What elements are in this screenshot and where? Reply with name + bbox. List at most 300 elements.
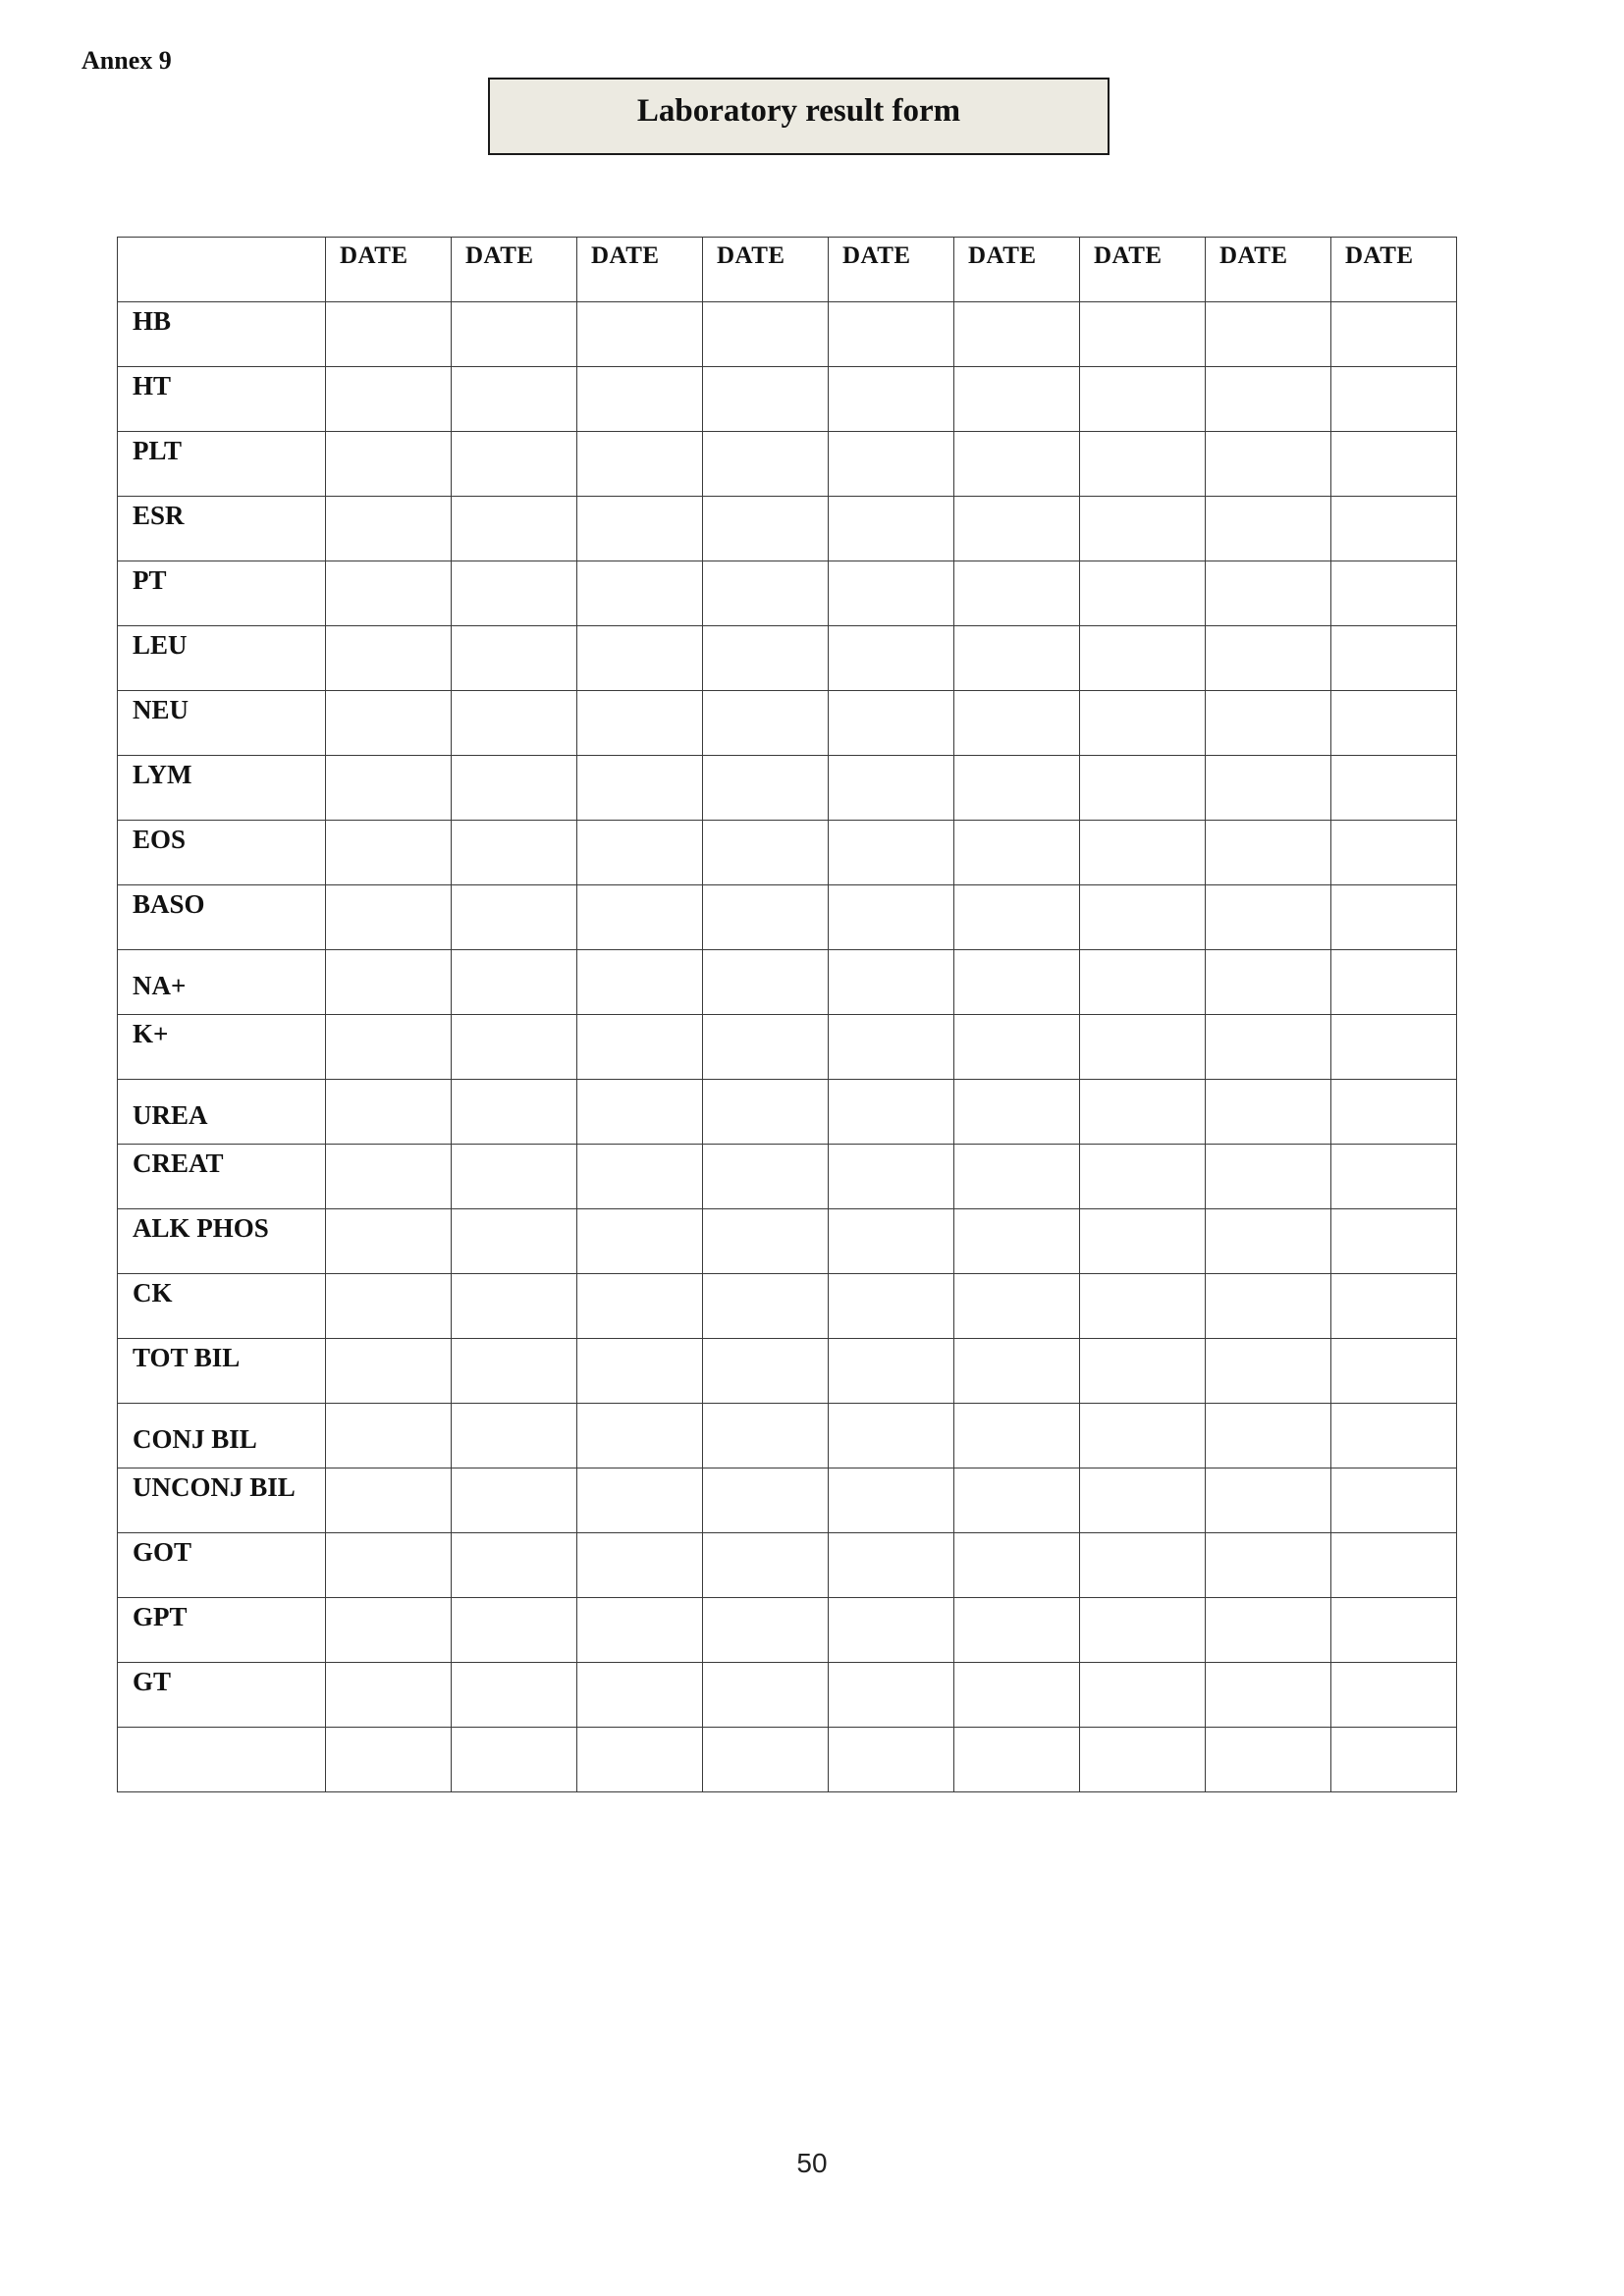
result-entry-cell[interactable] (577, 1339, 703, 1404)
result-entry-cell[interactable] (1331, 626, 1457, 691)
table-row (118, 756, 1457, 821)
result-entry-cell[interactable] (326, 1080, 452, 1145)
table-row (118, 1663, 1457, 1728)
result-entry-cell[interactable] (326, 626, 452, 691)
result-entry-cell[interactable] (1206, 1468, 1331, 1533)
result-entry-cell[interactable] (1206, 367, 1331, 432)
test-name-label: TOT BIL (133, 1343, 241, 1372)
result-entry-cell[interactable] (703, 1080, 829, 1145)
result-entry-cell[interactable] (703, 950, 829, 1015)
result-entry-cell[interactable] (452, 1080, 577, 1145)
test-name-cell (118, 497, 326, 561)
result-entry-cell[interactable] (577, 302, 703, 367)
result-entry-cell[interactable] (1331, 756, 1457, 821)
test-name-label: ESR (133, 501, 185, 530)
result-entry-cell[interactable] (1331, 1663, 1457, 1728)
table-row (118, 1533, 1457, 1598)
result-entry-cell[interactable] (1331, 367, 1457, 432)
result-entry-cell[interactable] (1080, 1274, 1206, 1339)
result-entry-cell[interactable] (829, 1145, 954, 1209)
result-entry-cell[interactable] (1206, 1663, 1331, 1728)
date-column-header (954, 238, 1080, 302)
result-entry-cell[interactable] (577, 950, 703, 1015)
result-entry-cell[interactable] (1080, 497, 1206, 561)
result-entry-cell[interactable] (1331, 1598, 1457, 1663)
result-entry-cell[interactable] (703, 497, 829, 561)
table-row (118, 1468, 1457, 1533)
result-entry-cell[interactable] (954, 1533, 1080, 1598)
result-entry-cell[interactable] (1206, 1598, 1331, 1663)
result-entry-cell[interactable] (829, 1404, 954, 1468)
result-entry-cell[interactable] (954, 1274, 1080, 1339)
result-entry-cell[interactable] (954, 1339, 1080, 1404)
result-entry-cell[interactable] (954, 1728, 1080, 1792)
result-entry-cell[interactable] (452, 1274, 577, 1339)
result-entry-cell[interactable] (1331, 432, 1457, 497)
result-entry-cell[interactable] (829, 1533, 954, 1598)
result-entry-cell[interactable] (326, 561, 452, 626)
result-entry-cell[interactable] (452, 691, 577, 756)
test-name-cell (118, 1080, 326, 1145)
test-name-cell (118, 1015, 326, 1080)
date-column-label: DATE (1345, 242, 1414, 269)
result-entry-cell[interactable] (1206, 1080, 1331, 1145)
result-entry-cell[interactable] (1331, 1274, 1457, 1339)
result-entry-cell[interactable] (452, 756, 577, 821)
table-row (118, 691, 1457, 756)
result-entry-cell[interactable] (829, 367, 954, 432)
result-entry-cell[interactable] (954, 950, 1080, 1015)
result-entry-cell[interactable] (1206, 1404, 1331, 1468)
result-entry-cell[interactable] (703, 1145, 829, 1209)
table-row (118, 302, 1457, 367)
result-entry-cell[interactable] (703, 1533, 829, 1598)
result-entry-cell[interactable] (829, 1209, 954, 1274)
result-entry-cell[interactable] (1206, 1209, 1331, 1274)
page-number: 50 (796, 2148, 828, 2178)
result-entry-cell[interactable] (829, 1468, 954, 1533)
date-column-header (1080, 238, 1206, 302)
table-row (118, 950, 1457, 1015)
result-entry-cell[interactable] (577, 1404, 703, 1468)
result-entry-cell[interactable] (1331, 1015, 1457, 1080)
result-entry-cell[interactable] (954, 432, 1080, 497)
result-entry-cell[interactable] (1206, 561, 1331, 626)
result-entry-cell[interactable] (703, 367, 829, 432)
result-entry-cell[interactable] (954, 561, 1080, 626)
result-entry-cell[interactable] (577, 756, 703, 821)
result-entry-cell[interactable] (577, 1468, 703, 1533)
result-entry-cell[interactable] (703, 691, 829, 756)
result-entry-cell[interactable] (452, 1404, 577, 1468)
date-column-label: DATE (465, 242, 534, 269)
result-entry-cell[interactable] (954, 1080, 1080, 1145)
result-entry-cell[interactable] (954, 885, 1080, 950)
result-entry-cell[interactable] (1080, 561, 1206, 626)
result-entry-cell[interactable] (577, 1015, 703, 1080)
result-entry-cell[interactable] (1331, 1468, 1457, 1533)
result-entry-cell[interactable] (1206, 432, 1331, 497)
result-entry-cell[interactable] (1331, 1339, 1457, 1404)
test-name-cell (118, 1728, 326, 1792)
result-entry-cell[interactable] (1206, 302, 1331, 367)
result-entry-cell[interactable] (1080, 1339, 1206, 1404)
result-entry-cell[interactable] (452, 1468, 577, 1533)
result-entry-cell[interactable] (703, 1663, 829, 1728)
test-name-label: GOT (133, 1537, 192, 1567)
result-entry-cell[interactable] (452, 626, 577, 691)
result-entry-cell[interactable] (1080, 367, 1206, 432)
result-entry-cell[interactable] (1206, 1145, 1331, 1209)
test-name-cell (118, 1404, 326, 1468)
result-entry-cell[interactable] (703, 821, 829, 885)
result-entry-cell[interactable] (452, 1339, 577, 1404)
date-column-header (326, 238, 452, 302)
table-row (118, 497, 1457, 561)
form-title: Laboratory result form (636, 93, 961, 129)
result-entry-cell[interactable] (326, 1404, 452, 1468)
result-entry-cell[interactable] (703, 756, 829, 821)
result-entry-cell[interactable] (452, 1728, 577, 1792)
result-entry-cell[interactable] (1080, 1728, 1206, 1792)
result-entry-cell[interactable] (452, 561, 577, 626)
result-entry-cell[interactable] (829, 1598, 954, 1663)
test-name-cell (118, 691, 326, 756)
result-entry-cell[interactable] (1080, 302, 1206, 367)
test-name-label (118, 1728, 325, 1730)
date-column-label: DATE (968, 242, 1037, 269)
result-entry-cell[interactable] (1080, 950, 1206, 1015)
result-entry-cell[interactable] (954, 691, 1080, 756)
result-entry-cell[interactable] (954, 626, 1080, 691)
date-column-header (577, 238, 703, 302)
result-entry-cell[interactable] (1206, 1339, 1331, 1404)
result-entry-cell[interactable] (1080, 1080, 1206, 1145)
result-entry-cell[interactable] (829, 302, 954, 367)
result-entry-cell[interactable] (1206, 1728, 1331, 1792)
test-name-cell (118, 561, 326, 626)
result-entry-cell[interactable] (577, 497, 703, 561)
result-entry-cell[interactable] (954, 367, 1080, 432)
table-row (118, 1404, 1457, 1468)
result-entry-cell[interactable] (1080, 691, 1206, 756)
table-row (118, 1080, 1457, 1145)
result-entry-cell[interactable] (577, 626, 703, 691)
test-name-label: UNCONJ BIL (133, 1472, 296, 1502)
test-name-cell (118, 1663, 326, 1728)
result-entry-cell[interactable] (1331, 885, 1457, 950)
test-name-cell (118, 1145, 326, 1209)
test-name-cell (118, 1468, 326, 1533)
result-entry-cell[interactable] (577, 1728, 703, 1792)
result-entry-cell[interactable] (1331, 1728, 1457, 1792)
result-entry-cell[interactable] (577, 821, 703, 885)
date-column-header (1206, 238, 1331, 302)
test-name-label: HT (133, 371, 172, 400)
result-entry-cell[interactable] (954, 497, 1080, 561)
result-entry-cell[interactable] (326, 1533, 452, 1598)
result-entry-cell[interactable] (452, 1598, 577, 1663)
form-title-box (488, 78, 1110, 155)
table-row (118, 367, 1457, 432)
test-name-cell (118, 1339, 326, 1404)
result-entry-cell[interactable] (1206, 626, 1331, 691)
result-entry-cell[interactable] (452, 950, 577, 1015)
test-name-cell (118, 367, 326, 432)
result-entry-cell[interactable] (954, 1015, 1080, 1080)
result-entry-cell[interactable] (1206, 1274, 1331, 1339)
result-entry-cell[interactable] (829, 756, 954, 821)
table-row (118, 1015, 1457, 1080)
test-name-label: K+ (133, 1019, 169, 1048)
result-entry-cell[interactable] (1080, 1533, 1206, 1598)
test-name-label: LEU (133, 630, 188, 660)
result-entry-cell[interactable] (1080, 885, 1206, 950)
result-entry-cell[interactable] (954, 302, 1080, 367)
result-entry-cell[interactable] (829, 691, 954, 756)
result-entry-cell[interactable] (326, 1468, 452, 1533)
result-entry-cell[interactable] (326, 497, 452, 561)
result-entry-cell[interactable] (954, 1404, 1080, 1468)
result-entry-cell[interactable] (1206, 497, 1331, 561)
header-corner-cell (118, 238, 326, 302)
result-entry-cell[interactable] (1080, 1145, 1206, 1209)
test-name-cell (118, 1533, 326, 1598)
table-row (118, 1274, 1457, 1339)
table-row (118, 885, 1457, 950)
result-entry-cell[interactable] (954, 1598, 1080, 1663)
result-entry-cell[interactable] (1080, 1468, 1206, 1533)
result-entry-cell[interactable] (954, 1209, 1080, 1274)
test-name-label: UREA (133, 1100, 208, 1130)
result-entry-cell[interactable] (829, 1015, 954, 1080)
date-column-label: DATE (1219, 242, 1288, 269)
result-entry-cell[interactable] (1331, 1145, 1457, 1209)
date-column-header (829, 238, 954, 302)
result-entry-cell[interactable] (1331, 821, 1457, 885)
result-entry-cell[interactable] (703, 1468, 829, 1533)
result-entry-cell[interactable] (703, 302, 829, 367)
result-entry-cell[interactable] (829, 1080, 954, 1145)
result-entry-cell[interactable] (954, 821, 1080, 885)
result-entry-cell[interactable] (326, 1339, 452, 1404)
test-name-cell (118, 756, 326, 821)
result-entry-cell[interactable] (326, 885, 452, 950)
result-entry-cell[interactable] (1331, 1404, 1457, 1468)
test-name-label: ALK PHOS (133, 1213, 269, 1243)
result-entry-cell[interactable] (577, 561, 703, 626)
result-entry-cell[interactable] (577, 367, 703, 432)
result-entry-cell[interactable] (703, 1274, 829, 1339)
result-entry-cell[interactable] (1331, 302, 1457, 367)
table-row (118, 432, 1457, 497)
result-entry-cell[interactable] (703, 1015, 829, 1080)
result-entry-cell[interactable] (1206, 691, 1331, 756)
test-name-cell (118, 432, 326, 497)
result-entry-cell[interactable] (452, 1015, 577, 1080)
result-entry-cell[interactable] (326, 367, 452, 432)
result-entry-cell[interactable] (326, 1209, 452, 1274)
result-entry-cell[interactable] (452, 497, 577, 561)
result-entry-cell[interactable] (577, 1663, 703, 1728)
result-entry-cell[interactable] (452, 367, 577, 432)
result-entry-cell[interactable] (1206, 950, 1331, 1015)
result-entry-cell[interactable] (1206, 1015, 1331, 1080)
test-name-label: LYM (133, 760, 192, 789)
result-entry-cell[interactable] (954, 1468, 1080, 1533)
result-entry-cell[interactable] (829, 561, 954, 626)
result-entry-cell[interactable] (326, 950, 452, 1015)
date-column-header (1331, 238, 1457, 302)
result-entry-cell[interactable] (1206, 1533, 1331, 1598)
result-entry-cell[interactable] (326, 691, 452, 756)
table-row (118, 1145, 1457, 1209)
test-name-label: HB (133, 306, 172, 336)
result-entry-cell[interactable] (1331, 561, 1457, 626)
result-entry-cell[interactable] (703, 885, 829, 950)
annex-label: Annex 9 (81, 46, 172, 75)
test-name-cell (118, 950, 326, 1015)
test-name-label: GT (133, 1667, 172, 1696)
date-column-label: DATE (1094, 242, 1163, 269)
table-row (118, 821, 1457, 885)
result-entry-cell[interactable] (326, 756, 452, 821)
table-header-row (118, 238, 1457, 302)
result-entry-cell[interactable] (452, 1533, 577, 1598)
test-name-label: NA+ (133, 971, 187, 1000)
test-name-label: PLT (133, 436, 183, 465)
date-column-header (452, 238, 577, 302)
result-entry-cell[interactable] (954, 1663, 1080, 1728)
result-entry-cell[interactable] (326, 302, 452, 367)
result-entry-cell[interactable] (452, 821, 577, 885)
result-entry-cell[interactable] (1080, 756, 1206, 821)
date-column-label: DATE (717, 242, 785, 269)
result-entry-cell[interactable] (326, 1598, 452, 1663)
table-row (118, 561, 1457, 626)
result-entry-cell[interactable] (954, 1145, 1080, 1209)
result-entry-cell[interactable] (452, 1145, 577, 1209)
result-entry-cell[interactable] (703, 1598, 829, 1663)
test-name-cell (118, 821, 326, 885)
result-entry-cell[interactable] (577, 1533, 703, 1598)
result-entry-cell[interactable] (703, 1339, 829, 1404)
result-entry-cell[interactable] (1080, 1015, 1206, 1080)
result-entry-cell[interactable] (1206, 821, 1331, 885)
result-entry-cell[interactable] (829, 1274, 954, 1339)
result-entry-cell[interactable] (452, 432, 577, 497)
result-entry-cell[interactable] (1331, 1080, 1457, 1145)
result-entry-cell[interactable] (703, 626, 829, 691)
result-entry-cell[interactable] (829, 950, 954, 1015)
result-entry-cell[interactable] (1080, 821, 1206, 885)
result-entry-cell[interactable] (829, 1728, 954, 1792)
result-entry-cell[interactable] (577, 1274, 703, 1339)
result-entry-cell[interactable] (829, 821, 954, 885)
table-row (118, 1209, 1457, 1274)
result-entry-cell[interactable] (326, 1015, 452, 1080)
test-name-label: GPT (133, 1602, 188, 1631)
result-entry-cell[interactable] (829, 885, 954, 950)
test-name-cell (118, 1598, 326, 1663)
result-entry-cell[interactable] (703, 432, 829, 497)
result-entry-cell[interactable] (577, 1209, 703, 1274)
result-entry-cell[interactable] (1331, 1209, 1457, 1274)
result-entry-cell[interactable] (1080, 1404, 1206, 1468)
result-entry-cell[interactable] (326, 1274, 452, 1339)
test-name-label: CK (133, 1278, 173, 1308)
test-name-cell (118, 1274, 326, 1339)
result-entry-cell[interactable] (326, 821, 452, 885)
result-entry-cell[interactable] (326, 1145, 452, 1209)
result-entry-cell[interactable] (1206, 885, 1331, 950)
result-entry-cell[interactable] (829, 497, 954, 561)
result-entry-cell[interactable] (1080, 1663, 1206, 1728)
result-entry-cell[interactable] (1331, 950, 1457, 1015)
result-entry-cell[interactable] (326, 432, 452, 497)
header-corner-text (118, 238, 325, 240)
test-name-label: CREAT (133, 1148, 224, 1178)
result-entry-cell[interactable] (1331, 1533, 1457, 1598)
result-entry-cell[interactable] (577, 1080, 703, 1145)
result-entry-cell[interactable] (452, 302, 577, 367)
result-entry-cell[interactable] (703, 1728, 829, 1792)
test-name-label: BASO (133, 889, 205, 919)
result-entry-cell[interactable] (1080, 432, 1206, 497)
test-name-label: CONJ BIL (133, 1424, 257, 1454)
result-entry-cell[interactable] (1331, 691, 1457, 756)
table-row (118, 1728, 1457, 1792)
test-name-label: NEU (133, 695, 189, 724)
result-entry-cell[interactable] (1080, 626, 1206, 691)
result-entry-cell[interactable] (829, 1663, 954, 1728)
result-entry-cell[interactable] (829, 626, 954, 691)
date-column-header (703, 238, 829, 302)
result-entry-cell[interactable] (452, 1663, 577, 1728)
result-entry-cell[interactable] (703, 1404, 829, 1468)
result-entry-cell[interactable] (703, 561, 829, 626)
result-entry-cell[interactable] (452, 885, 577, 950)
result-entry-cell[interactable] (452, 1209, 577, 1274)
result-entry-cell[interactable] (703, 1209, 829, 1274)
test-name-label: EOS (133, 825, 187, 854)
table-row (118, 1339, 1457, 1404)
result-entry-cell[interactable] (1080, 1598, 1206, 1663)
result-entry-cell[interactable] (577, 885, 703, 950)
result-entry-cell[interactable] (326, 1663, 452, 1728)
result-entry-cell[interactable] (577, 1598, 703, 1663)
result-entry-cell[interactable] (577, 1145, 703, 1209)
test-name-label: PT (133, 565, 167, 595)
result-entry-cell[interactable] (954, 756, 1080, 821)
date-column-label: DATE (591, 242, 660, 269)
date-column-label: DATE (842, 242, 911, 269)
date-column-label: DATE (340, 242, 408, 269)
result-entry-cell[interactable] (577, 432, 703, 497)
result-entry-cell[interactable] (1080, 1209, 1206, 1274)
result-entry-cell[interactable] (326, 1728, 452, 1792)
table-row (118, 626, 1457, 691)
test-name-cell (118, 885, 326, 950)
result-entry-cell[interactable] (1331, 497, 1457, 561)
result-entry-cell[interactable] (1206, 756, 1331, 821)
lab-results-table (117, 237, 1457, 1792)
table-row (118, 1598, 1457, 1663)
result-entry-cell[interactable] (829, 432, 954, 497)
result-entry-cell[interactable] (829, 1339, 954, 1404)
test-name-cell (118, 302, 326, 367)
result-entry-cell[interactable] (577, 691, 703, 756)
